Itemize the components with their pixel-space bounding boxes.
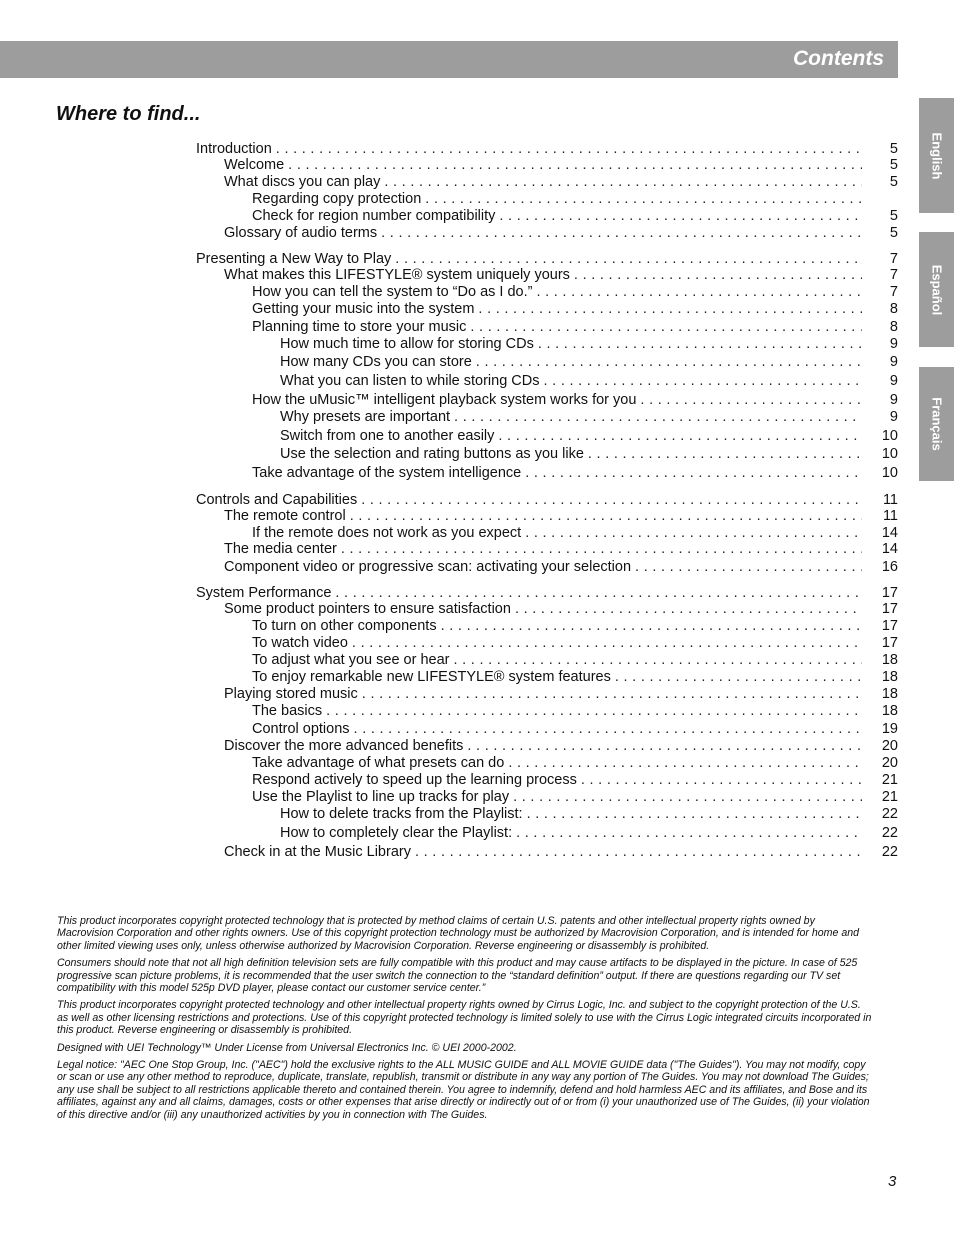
legal-paragraph: This product incorporates copyright protected technology and other intellectual property rights owned by Cirrus Logic, Inc. and subject to the copyright protection of the U.S. as well as other licensing restrictions and protections. Use of this copyright protected technology is limited solely to use with the Cirrus Logic integrated circuits incorporated in this product. Reverse engineering or disassembly is prohibited. (57, 999, 872, 1037)
toc-entry[interactable] (224, 174, 898, 192)
toc-entry-page: 11 (882, 492, 898, 508)
toc-entry[interactable] (252, 635, 898, 653)
toc-entry-label: Check in at the Music Library (224, 844, 411, 860)
toc-entry-label: Glossary of audio terms (224, 225, 378, 241)
toc-dot-leader (513, 789, 862, 805)
toc-dot-leader (516, 825, 862, 841)
toc-entry-page: 9 (889, 392, 898, 408)
toc-entry-page: 16 (881, 559, 898, 575)
toc-dot-leader (354, 721, 862, 737)
toc-dot-leader (635, 559, 862, 575)
toc-dot-leader (525, 465, 862, 481)
toc-entry[interactable] (252, 208, 898, 226)
toc-entry-label: Introduction (196, 141, 272, 157)
toc-entry[interactable] (224, 541, 898, 559)
toc-entry-page: 17 (881, 601, 898, 617)
toc-dot-leader (341, 541, 862, 557)
toc-entry-page: 21 (881, 772, 898, 788)
toc-entry-page: 18 (881, 686, 898, 702)
toc-dot-leader (335, 585, 862, 601)
toc-entry[interactable] (280, 336, 898, 354)
toc-entry-label: To turn on other components (252, 618, 437, 634)
toc-entry-page: 11 (882, 508, 898, 524)
toc-entry-page: 8 (889, 301, 898, 317)
toc-entry[interactable] (252, 618, 898, 636)
toc-entry-label: System Performance (196, 585, 332, 601)
toc-entry-page: 17 (881, 635, 898, 651)
toc-entry[interactable] (252, 301, 898, 319)
toc-entry-page: 5 (889, 157, 898, 173)
toc-entry[interactable] (252, 703, 898, 721)
legal-paragraph: Legal notice: "AEC One Stop Group, Inc. ("AEC") hold the exclusive rights to the ALL MUSIC GUIDE and ALL MOVIE GUIDE data ("The Guides"). You may not modify, copy or scan or use any other method to reproduce, duplicate, translate, republish, transmit or distribute in any way any portion of The Guides. You may not download The Guides; any use shall be subject to all restrictions applicable thereto and contained therein. You agree to indemnify, defend and hold harmless AEC and its affiliates, and Bose and its affiliates, against any and all claims, damages, costs or other expenses that arise directly or indirectly out of or from (i) your unauthorized use of The Guides, (ii) your violation of this directive and/or (iii) any unauthorized activities by you in connection with The Guides. (57, 1059, 870, 1121)
toc-entry-label: The remote control (224, 508, 346, 524)
section-heading: Where to find... (56, 103, 201, 125)
toc-dot-leader (640, 392, 862, 408)
toc-entry-page: 20 (881, 755, 898, 771)
tab-francais[interactable] (919, 367, 954, 481)
toc-entry-page: 9 (889, 354, 898, 370)
tab-english[interactable] (919, 98, 954, 213)
toc-entry[interactable] (252, 392, 898, 410)
toc-dot-leader (508, 755, 862, 771)
header-bar (0, 41, 898, 78)
page-number: 3 (888, 1173, 897, 1190)
tab-english-label: English (929, 132, 944, 179)
page-title: Contents (793, 47, 884, 70)
toc-entry-page: 21 (881, 789, 898, 805)
toc-dot-leader (498, 428, 862, 444)
toc-entry[interactable] (280, 428, 898, 446)
legal-paragraph: Consumers should note that not all high definition television sets are fully compatible with this product and may cause artifacts to be displayed in the picture. In case of 525 progressive scan picture problems, it is recommended that the user switch the connection to the “standard definition” output. If there are questions regarding our TV set compatibility with this model 525p DVD player, please contact our customer service center.” (57, 957, 858, 995)
toc-dot-leader (425, 191, 862, 207)
toc-entry-page: 5 (889, 225, 898, 241)
toc-entry-label: How you can tell the system to “Do as I do.” (252, 284, 533, 300)
toc-entry-label: How to completely clear the Playlist: (280, 825, 513, 841)
toc-entry-page: 22 (881, 844, 898, 860)
toc-entry[interactable] (252, 319, 898, 337)
toc-entry-label: Take advantage of what presets can do (252, 755, 505, 771)
toc-entry-page: 10 (881, 465, 898, 481)
toc-dot-leader (395, 251, 862, 267)
toc-entry-page: 17 (881, 585, 898, 601)
toc-entry-label: How many CDs you can store (280, 354, 472, 370)
toc-entry-label: Presenting a New Way to Play (196, 251, 392, 267)
toc-dot-leader (476, 354, 862, 370)
toc-entry-label: Use the Playlist to line up tracks for play (252, 789, 510, 805)
toc-entry[interactable] (280, 446, 898, 464)
toc-entry[interactable] (280, 354, 898, 372)
legal-notices (57, 915, 872, 1121)
toc-dot-leader (615, 669, 862, 685)
toc-entry-page: 18 (881, 652, 898, 668)
toc-entry[interactable] (224, 686, 898, 704)
toc-entry-label: Respond actively to speed up the learning process (252, 772, 577, 788)
toc-entry-label: What discs you can play (224, 174, 381, 190)
toc-entry-page: 22 (881, 825, 898, 841)
toc-entry-label: Controls and Capabilities (196, 492, 358, 508)
toc-entry-page: 7 (889, 284, 898, 300)
toc-entry[interactable] (280, 373, 898, 391)
tab-francais-label: Français (929, 397, 944, 451)
toc-dot-leader (470, 319, 862, 335)
toc-dot-leader (415, 844, 862, 860)
toc-dot-leader (581, 772, 862, 788)
toc-entry-label: Why presets are important (280, 409, 451, 425)
toc-entry[interactable] (224, 844, 898, 862)
toc-entry-label: Playing stored music (224, 686, 358, 702)
toc-entry-label: How much time to allow for storing CDs (280, 336, 534, 352)
toc-entry-label: If the remote does not work as you expect (252, 525, 522, 541)
toc-dot-leader (574, 267, 862, 283)
toc-dot-leader (454, 409, 862, 425)
toc-entry[interactable] (252, 789, 898, 807)
toc-entry[interactable] (224, 601, 898, 619)
toc-entry-page: 8 (889, 319, 898, 335)
toc-entry-label: How to delete tracks from the Playlist: (280, 806, 523, 822)
toc-entry-label: The basics (252, 703, 323, 719)
toc-entry-label: To adjust what you see or hear (252, 652, 450, 668)
toc-entry-page: 9 (889, 336, 898, 352)
toc-entry-label: Component video or progressive scan: activating your selection (224, 559, 632, 575)
toc-entry-page: 22 (881, 806, 898, 822)
tab-espanol[interactable] (919, 232, 954, 347)
toc-entry-label: To watch video (252, 635, 348, 651)
toc-dot-leader (441, 618, 862, 634)
toc-dot-leader (276, 141, 862, 157)
toc-entry-page: 20 (881, 738, 898, 754)
toc-entry-page: 19 (881, 721, 898, 737)
toc-entry-page: 10 (881, 428, 898, 444)
toc-entry[interactable] (252, 669, 898, 687)
toc-entry-page: 18 (881, 669, 898, 685)
toc-dot-leader (515, 601, 862, 617)
toc-entry-page: 7 (889, 267, 898, 283)
tab-espanol-label: Español (929, 264, 944, 315)
toc-entry[interactable] (224, 738, 898, 756)
toc-entry-page: 7 (889, 251, 898, 267)
toc-entry-page: 10 (881, 446, 898, 462)
toc-entry-label: Take advantage of the system intelligence (252, 465, 522, 481)
toc-entry-label: Switch from one to another easily (280, 428, 495, 444)
toc-entry[interactable] (224, 559, 898, 577)
toc-entry-label: What you can listen to while storing CDs (280, 373, 540, 389)
toc-entry-page: 18 (881, 703, 898, 719)
toc-entry-label: To enjoy remarkable new LIFESTYLE® system features (252, 669, 611, 685)
toc-entry-page: 5 (889, 174, 898, 190)
toc-dot-leader (467, 738, 862, 754)
toc-dot-leader (588, 446, 862, 462)
toc-entry[interactable] (252, 772, 898, 790)
toc-entry-label: Regarding copy protection (252, 191, 422, 207)
toc-dot-leader (538, 336, 862, 352)
toc-entry-label: Discover the more advanced benefits (224, 738, 464, 754)
toc-entry-page: 14 (881, 541, 898, 557)
legal-paragraph: Designed with UEI Technology™ Under License from Universal Electronics Inc. © UEI 2000-2002. (57, 1041, 517, 1054)
toc-dot-leader (536, 284, 862, 300)
toc-entry-label: Some product pointers to ensure satisfaction (224, 601, 511, 617)
toc-entry[interactable] (224, 225, 898, 243)
toc-entry[interactable] (224, 267, 898, 285)
toc-entry-label: Welcome (224, 157, 285, 173)
toc-entry-label: Planning time to store your music (252, 319, 467, 335)
toc-entry[interactable] (224, 508, 898, 526)
toc-entry-page: 9 (889, 373, 898, 389)
toc-dot-leader (384, 174, 862, 190)
toc-entry[interactable] (280, 825, 898, 843)
toc-dot-leader (361, 492, 862, 508)
toc-entry[interactable] (252, 652, 898, 670)
toc-entry[interactable] (252, 191, 898, 209)
toc-entry[interactable] (280, 409, 898, 427)
toc-entry[interactable] (252, 755, 898, 773)
toc-dot-leader (499, 208, 862, 224)
toc-entry-page: 9 (889, 409, 898, 425)
toc-dot-leader (478, 301, 862, 317)
toc-entry-page: 5 (889, 208, 898, 224)
toc-entry-label: Control options (252, 721, 350, 737)
toc-dot-leader (527, 806, 862, 822)
toc-entry[interactable] (252, 284, 898, 302)
toc-entry-label: The media center (224, 541, 337, 557)
toc-dot-leader (544, 373, 863, 389)
toc-dot-leader (362, 686, 862, 702)
toc-entry-label: Use the selection and rating buttons as you like (280, 446, 584, 462)
toc-dot-leader (288, 157, 862, 173)
toc-entry[interactable] (252, 721, 898, 739)
toc-dot-leader (381, 225, 862, 241)
toc-dot-leader (350, 508, 862, 524)
toc-entry-page: 14 (881, 525, 898, 541)
toc-dot-leader (352, 635, 862, 651)
toc-entry[interactable] (280, 806, 898, 824)
toc-dot-leader (453, 652, 862, 668)
toc-entry-page: 17 (881, 618, 898, 634)
toc-entry[interactable] (224, 157, 898, 175)
toc-entry-label: Getting your music into the system (252, 301, 475, 317)
toc-entry-label: What makes this LIFESTYLE® system uniquely yours (224, 267, 570, 283)
toc-dot-leader (326, 703, 862, 719)
toc-entry[interactable] (252, 465, 898, 483)
toc-entry-page: 5 (889, 141, 898, 157)
toc-dot-leader (525, 525, 862, 541)
legal-paragraph: This product incorporates copyright protected technology that is protected by method claims of certain U.S. patents and other intellectual property rights owned by Macrovision Corporation and other rights owners. Use of this copyright protection technology must be authorized by Macrovision Corporation, and is intended for home and other limited viewing uses only, unless otherwise authorized by Macrovision Corporation. Reverse engineering or disassembly is prohibited. (57, 915, 860, 952)
toc-entry-label: Check for region number compatibility (252, 208, 496, 224)
toc-entry-label: How the uMusic™ intelligent playback system works for you (252, 392, 637, 408)
